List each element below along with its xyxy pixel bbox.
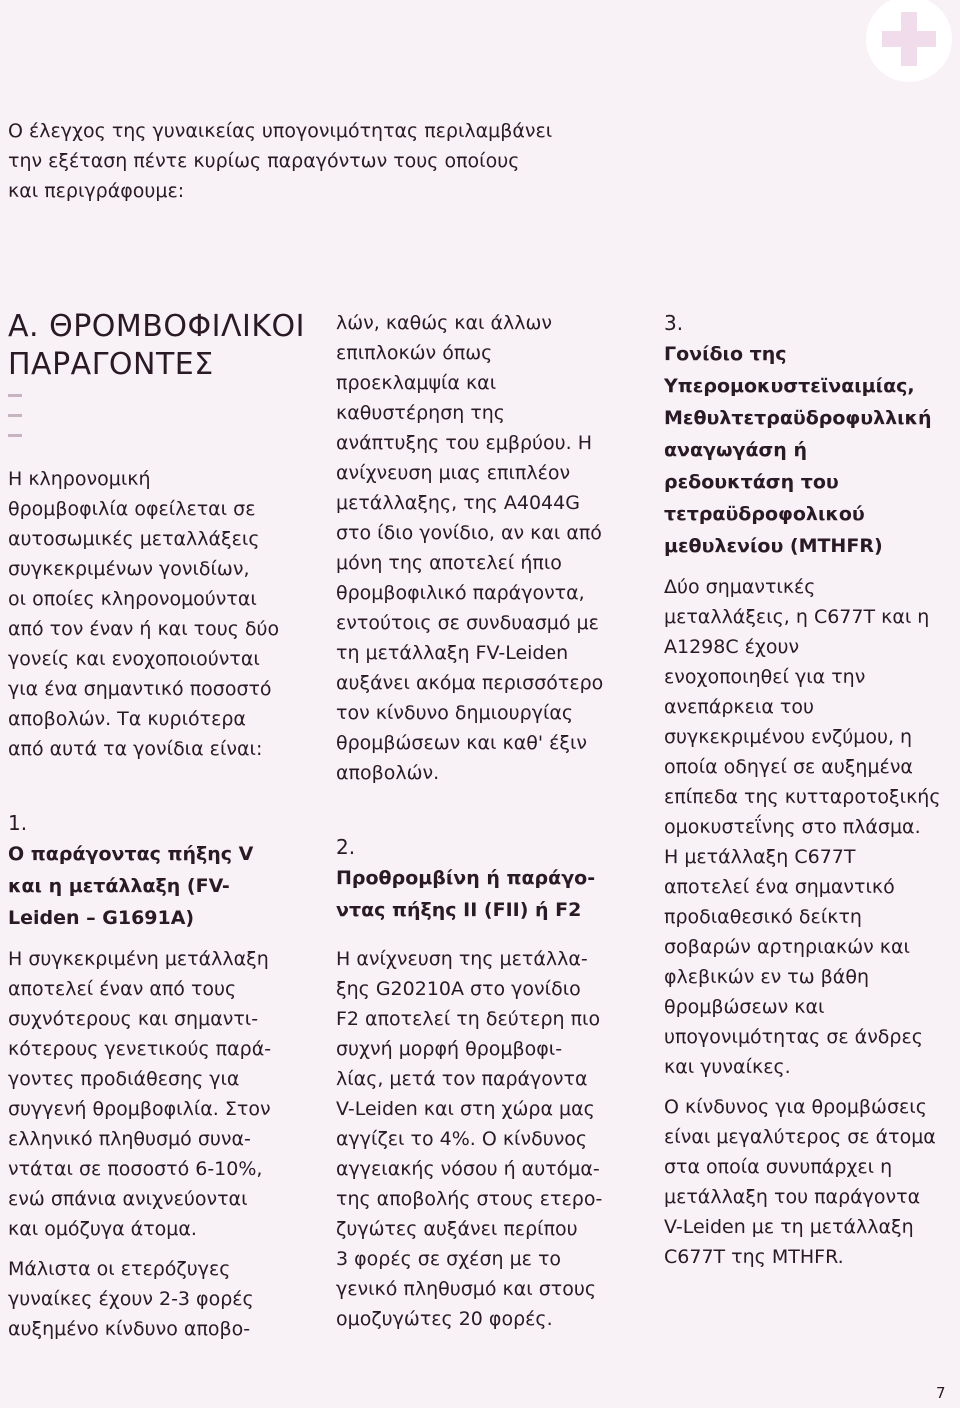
text-line: προεκλαμψία και <box>336 372 497 394</box>
text-line: για ένα σημαντικό ποσοστό <box>8 678 272 700</box>
item-body <box>8 944 308 1244</box>
column2-paragraph <box>336 308 636 788</box>
heading-line: αναγωγάση ή <box>664 439 807 461</box>
heading-line: μεθυλενίου (MTHFR) <box>664 535 883 557</box>
text-line: τον κίνδυνο δημιουργίας <box>336 702 574 724</box>
section-title <box>8 308 308 384</box>
text-line: Ο έλεγχος της γυναικείας υπογονιμότητας περιλαμβάνει <box>8 120 553 142</box>
text-line: ανίχνευση μιας επιπλέον <box>336 462 571 484</box>
column-2 <box>336 308 636 1334</box>
item-body <box>336 944 636 1334</box>
text-line: λών, καθώς και άλλων <box>336 312 553 334</box>
heading-line: Γονίδιο της <box>664 343 787 365</box>
text-line: την εξέταση πέντε κυρίως παραγόντων τους οποίους <box>8 150 520 172</box>
text-line: συχνή μορφή θρομβοφι- <box>336 1038 563 1060</box>
item-heading <box>664 338 956 562</box>
item-heading <box>8 838 308 934</box>
text-line: μετάλλαξης, της A4044G <box>336 492 580 514</box>
text-line: αυτοσωμικές μεταλλάξεις <box>8 528 260 550</box>
heading-line: ρεδουκτάση του <box>664 471 839 493</box>
text-line: ανεπάρκεια του <box>664 696 814 718</box>
heading-line: και η μετάλλαξη (FV- <box>8 875 230 897</box>
text-line: ντάται σε ποσοστό 6-10%, <box>8 1158 263 1180</box>
text-line: ξης G20210A στο γονίδιο <box>336 978 581 1000</box>
intro-paragraph <box>8 116 648 206</box>
text-line: αυξημένο κίνδυνο αποβο- <box>8 1318 251 1340</box>
heading-line: Leiden – G1691A) <box>8 907 195 929</box>
text-line: επίπεδα της κυτταροτοξικής <box>664 786 941 808</box>
text-line: Δύο σημαντικές <box>664 576 816 598</box>
section-title-line: Α. ΘΡΟΜΒΟΦΙΛΙΚΟΙ <box>8 309 305 344</box>
text-line: αγγειακής νόσου ή αυτόμα- <box>336 1158 600 1180</box>
page-number: 7 <box>936 1384 946 1402</box>
text-line: θρομβοφιλία οφείλεται σε <box>8 498 256 520</box>
text-line: συγκεκριμένων γονιδίων, <box>8 558 250 580</box>
section-title-line: ΠΑΡΑΓΟΝΤΕΣ <box>8 347 214 382</box>
text-line: και περιγράφουμε: <box>8 180 185 202</box>
text-line: στα οποία συνυπάρχει η <box>664 1156 893 1178</box>
text-line: συχνότερους και σημαντι- <box>8 1008 259 1030</box>
item-body <box>8 1254 308 1344</box>
text-line: γενικό πληθυσμό και στους <box>336 1278 596 1300</box>
text-line: ενώ σπάνια ανιχνεύονται <box>8 1188 248 1210</box>
text-line: ανάπτυξης του εμβρύου. Η <box>336 432 592 454</box>
item-number: 1. <box>8 811 28 835</box>
text-line: συγκεκριμένου ενζύμου, η <box>664 726 913 748</box>
text-line: σοβαρών αρτηριακών και <box>664 936 910 958</box>
column-3 <box>664 308 956 1272</box>
text-line: φλεβικών εν τω βάθη <box>664 966 869 988</box>
text-line: Η κληρονομική <box>8 468 151 490</box>
text-line: λίας, μετά τον παράγοντα <box>336 1068 588 1090</box>
heading-line: Υπερομοκυστεϊναιμίας, <box>664 375 915 397</box>
cross-icon <box>866 0 952 82</box>
heading-line: Ο παράγοντας πήξης V <box>8 843 254 865</box>
text-line: και γυναίκες. <box>664 1056 791 1078</box>
text-line: ενοχοποιηθεί για την <box>664 666 866 688</box>
heading-line: ντας πήξης ΙΙ (FII) ή F2 <box>336 899 582 921</box>
text-line: θρομβοφιλικό παράγοντα, <box>336 582 585 604</box>
text-line: εντούτοις σε συνδυασμό με <box>336 612 599 634</box>
text-line: C677T της MTHFR. <box>664 1246 844 1268</box>
text-line: υπογονιμότητας σε άνδρες <box>664 1026 923 1048</box>
item-heading <box>336 862 636 926</box>
text-line: αποτελεί ένα σημαντικό <box>664 876 895 898</box>
text-line: θρομβώσεων και καθ' έξιν <box>336 732 588 754</box>
text-line: αποτελεί έναν από τους <box>8 978 237 1000</box>
text-line: F2 αποτελεί τη δεύτερη πιο <box>336 1008 601 1030</box>
text-line: A1298C έχουν <box>664 636 800 658</box>
dash-divider <box>8 394 22 397</box>
column1-paragraph <box>8 464 308 764</box>
text-line: επιπλοκών όπως <box>336 342 493 364</box>
text-line: μόνη της αποτελεί ήπιο <box>336 552 562 574</box>
text-line: Η μετάλλαξη C677T <box>664 846 856 868</box>
text-line: αυξάνει ακόμα περισσότερο <box>336 672 604 694</box>
text-line: Μάλιστα οι ετερόζυγες <box>8 1258 231 1280</box>
text-line: γυναίκες έχουν 2-3 φορές <box>8 1288 254 1310</box>
text-line: θρομβώσεων και <box>664 996 825 1018</box>
text-line: μεταλλάξεις, η C677T και η <box>664 606 930 628</box>
item-body <box>664 1092 956 1272</box>
text-line: κότερους γενετικούς παρά- <box>8 1038 272 1060</box>
text-line: 3 φορές σε σχέση με το <box>336 1248 562 1270</box>
decorative-dashes <box>8 394 308 454</box>
text-line: Ο κίνδυνος για θρομβώσεις <box>664 1096 927 1118</box>
text-line: καθυστέρηση της <box>336 402 505 424</box>
text-line: ελληνικό πληθυσμό συνα- <box>8 1128 251 1150</box>
text-line: γοντες προδιάθεσης για <box>8 1068 240 1090</box>
text-line: στο ίδιο γονίδιο, αν και από <box>336 522 602 544</box>
dash-divider <box>8 434 22 437</box>
text-line: ζυγώτες αυξάνει περίπου <box>336 1218 578 1240</box>
text-line: και ομόζυγα άτομα. <box>8 1218 197 1240</box>
text-line: από αυτά τα γονίδια είναι: <box>8 738 263 760</box>
heading-line: Μεθυλτετραϋδροφυλλική <box>664 407 932 429</box>
text-line: γονείς και ενοχοποιούνται <box>8 648 260 670</box>
text-line: V-Leiden με τη μετάλλαξη <box>664 1216 914 1238</box>
text-line: Η ανίχνευση της μετάλλα- <box>336 948 588 970</box>
text-line: της αποβολής στους ετερο- <box>336 1188 603 1210</box>
text-line: συγγενή θρομβοφιλία. Στον <box>8 1098 271 1120</box>
text-line: ομοκυστεΐνης στο πλάσμα. <box>664 816 921 838</box>
text-line: είναι μεγαλύτερος σε άτομα <box>664 1126 936 1148</box>
text-line: αγγίζει το 4%. Ο κίνδυνος <box>336 1128 588 1150</box>
text-line: προδιαθεσικό δείκτη <box>664 906 862 928</box>
item-number: 2. <box>336 835 356 859</box>
text-line: ομοζυγώτες 20 φορές. <box>336 1308 553 1330</box>
dash-divider <box>8 414 22 417</box>
item-number: 3. <box>664 311 684 335</box>
text-line: μετάλλαξη του παράγοντα <box>664 1186 921 1208</box>
text-line: αποβολών. Τα κυριότερα <box>8 708 246 730</box>
text-line: Η συγκεκριμένη μετάλλαξη <box>8 948 269 970</box>
text-line: V-Leiden και στη χώρα μας <box>336 1098 595 1120</box>
item-body <box>664 572 956 1082</box>
text-line: οποία οδηγεί σε αυξημένα <box>664 756 913 778</box>
heading-line: τετραϋδροφολικού <box>664 503 865 525</box>
text-line: οι οποίες κληρονομούνται <box>8 588 257 610</box>
text-line: τη μετάλλαξη FV-Leiden <box>336 642 569 664</box>
text-line: από τον έναν ή και τους δύο <box>8 618 280 640</box>
heading-line: Προθρομβίνη ή παράγο- <box>336 867 596 889</box>
column-1 <box>8 308 308 1344</box>
text-line: αποβολών. <box>336 762 440 784</box>
